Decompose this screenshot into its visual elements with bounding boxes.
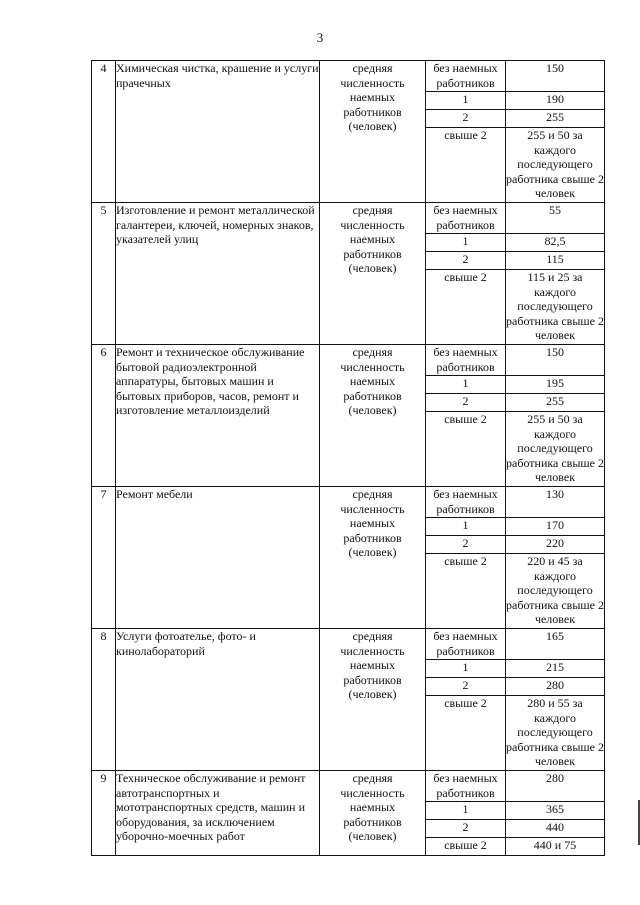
row-number: 7 bbox=[92, 487, 116, 629]
income-value: 215 bbox=[506, 660, 605, 678]
indicator-cell: средняя численность наемных работников (человек) bbox=[320, 61, 426, 203]
employee-count-category: без наемных работников bbox=[426, 61, 506, 92]
employee-count-category: без наемных работников bbox=[426, 203, 506, 234]
income-value: 255 и 50 за каждого последующего работника свыше 2 человек bbox=[506, 412, 605, 487]
employee-count-category: свыше 2 bbox=[426, 554, 506, 629]
income-value: 365 bbox=[506, 802, 605, 820]
indicator-cell: средняя численность наемных работников (человек) bbox=[320, 487, 426, 629]
activity-name: Ремонт мебели bbox=[116, 487, 320, 629]
row-number: 6 bbox=[92, 345, 116, 487]
employee-count-category: свыше 2 bbox=[426, 838, 506, 856]
table-row bbox=[92, 487, 605, 518]
employee-count-category: 1 bbox=[426, 376, 506, 394]
indicator-cell: средняя численность наемных работников (человек) bbox=[320, 629, 426, 771]
indicator-cell: средняя численность наемных работников (человек) bbox=[320, 345, 426, 487]
employee-count-category: 1 bbox=[426, 92, 506, 110]
income-value: 255 и 50 за каждого последующего работника свыше 2 человек bbox=[506, 128, 605, 203]
income-value: 82,5 bbox=[506, 234, 605, 252]
employee-count-category: свыше 2 bbox=[426, 696, 506, 771]
employee-count-category: 1 bbox=[426, 802, 506, 820]
table-row bbox=[92, 345, 605, 376]
activity-name: Услуги фотоателье, фото- и кинолабораторий bbox=[116, 629, 320, 771]
income-value: 150 bbox=[506, 345, 605, 376]
income-value: 170 bbox=[506, 518, 605, 536]
employee-count-category: без наемных работников bbox=[426, 629, 506, 660]
activity-name: Техническое обслуживание и ремонт автотранспортных и мототранспортных средств, машин и оборудования, за исключением уборочно-моечных работ bbox=[116, 771, 320, 856]
employee-count-category: 1 bbox=[426, 234, 506, 252]
activity-name: Ремонт и техническое обслуживание бытовой радиоэлектронной аппаратуры, бытовых машин и бытовых приборов, часов, ремонт и изготовление металлоизделий bbox=[116, 345, 320, 487]
employee-count-category: 2 bbox=[426, 678, 506, 696]
income-value: 280 bbox=[506, 678, 605, 696]
income-value: 55 bbox=[506, 203, 605, 234]
income-value: 115 bbox=[506, 252, 605, 270]
activity-name: Химическая чистка, крашение и услуги прачечных bbox=[116, 61, 320, 203]
indicator-cell: средняя численность наемных работников (человек) bbox=[320, 203, 426, 345]
employee-count-category: 2 bbox=[426, 394, 506, 412]
income-value: 255 bbox=[506, 110, 605, 128]
employee-count-category: 2 bbox=[426, 820, 506, 838]
employee-count-category: 2 bbox=[426, 110, 506, 128]
income-value: 280 и 55 за каждого последующего работника свыше 2 человек bbox=[506, 696, 605, 771]
row-number: 4 bbox=[92, 61, 116, 203]
tax-rate-table bbox=[91, 60, 605, 856]
table-row bbox=[92, 61, 605, 92]
table-row bbox=[92, 629, 605, 660]
page-number: 3 bbox=[316, 30, 324, 45]
income-value: 440 и 75 bbox=[506, 838, 605, 856]
employee-count-category: 1 bbox=[426, 518, 506, 536]
table-row bbox=[92, 771, 605, 802]
indicator-cell: средняя численность наемных работников (человек) bbox=[320, 771, 426, 856]
employee-count-category: 2 bbox=[426, 252, 506, 270]
row-number: 8 bbox=[92, 629, 116, 771]
row-number: 5 bbox=[92, 203, 116, 345]
employee-count-category: свыше 2 bbox=[426, 270, 506, 345]
income-value: 220 и 45 за каждого последующего работника свыше 2 человек bbox=[506, 554, 605, 629]
table-row bbox=[92, 203, 605, 234]
activity-name: Изготовление и ремонт металлической галантереи, ключей, номерных знаков, указателей улиц bbox=[116, 203, 320, 345]
income-value: 165 bbox=[506, 629, 605, 660]
employee-count-category: свыше 2 bbox=[426, 412, 506, 487]
employee-count-category: 1 bbox=[426, 660, 506, 678]
employee-count-category: свыше 2 bbox=[426, 128, 506, 203]
income-value: 130 bbox=[506, 487, 605, 518]
income-value: 440 bbox=[506, 820, 605, 838]
employee-count-category: без наемных работников bbox=[426, 345, 506, 376]
employee-count-category: без наемных работников bbox=[426, 771, 506, 802]
employee-count-category: 2 bbox=[426, 536, 506, 554]
income-value: 115 и 25 за каждого последующего работника свыше 2 человек bbox=[506, 270, 605, 345]
income-value: 195 bbox=[506, 376, 605, 394]
income-value: 150 bbox=[506, 61, 605, 92]
income-value: 255 bbox=[506, 394, 605, 412]
income-value: 190 bbox=[506, 92, 605, 110]
row-number: 9 bbox=[92, 771, 116, 856]
income-value: 220 bbox=[506, 536, 605, 554]
employee-count-category: без наемных работников bbox=[426, 487, 506, 518]
income-value: 280 bbox=[506, 771, 605, 802]
